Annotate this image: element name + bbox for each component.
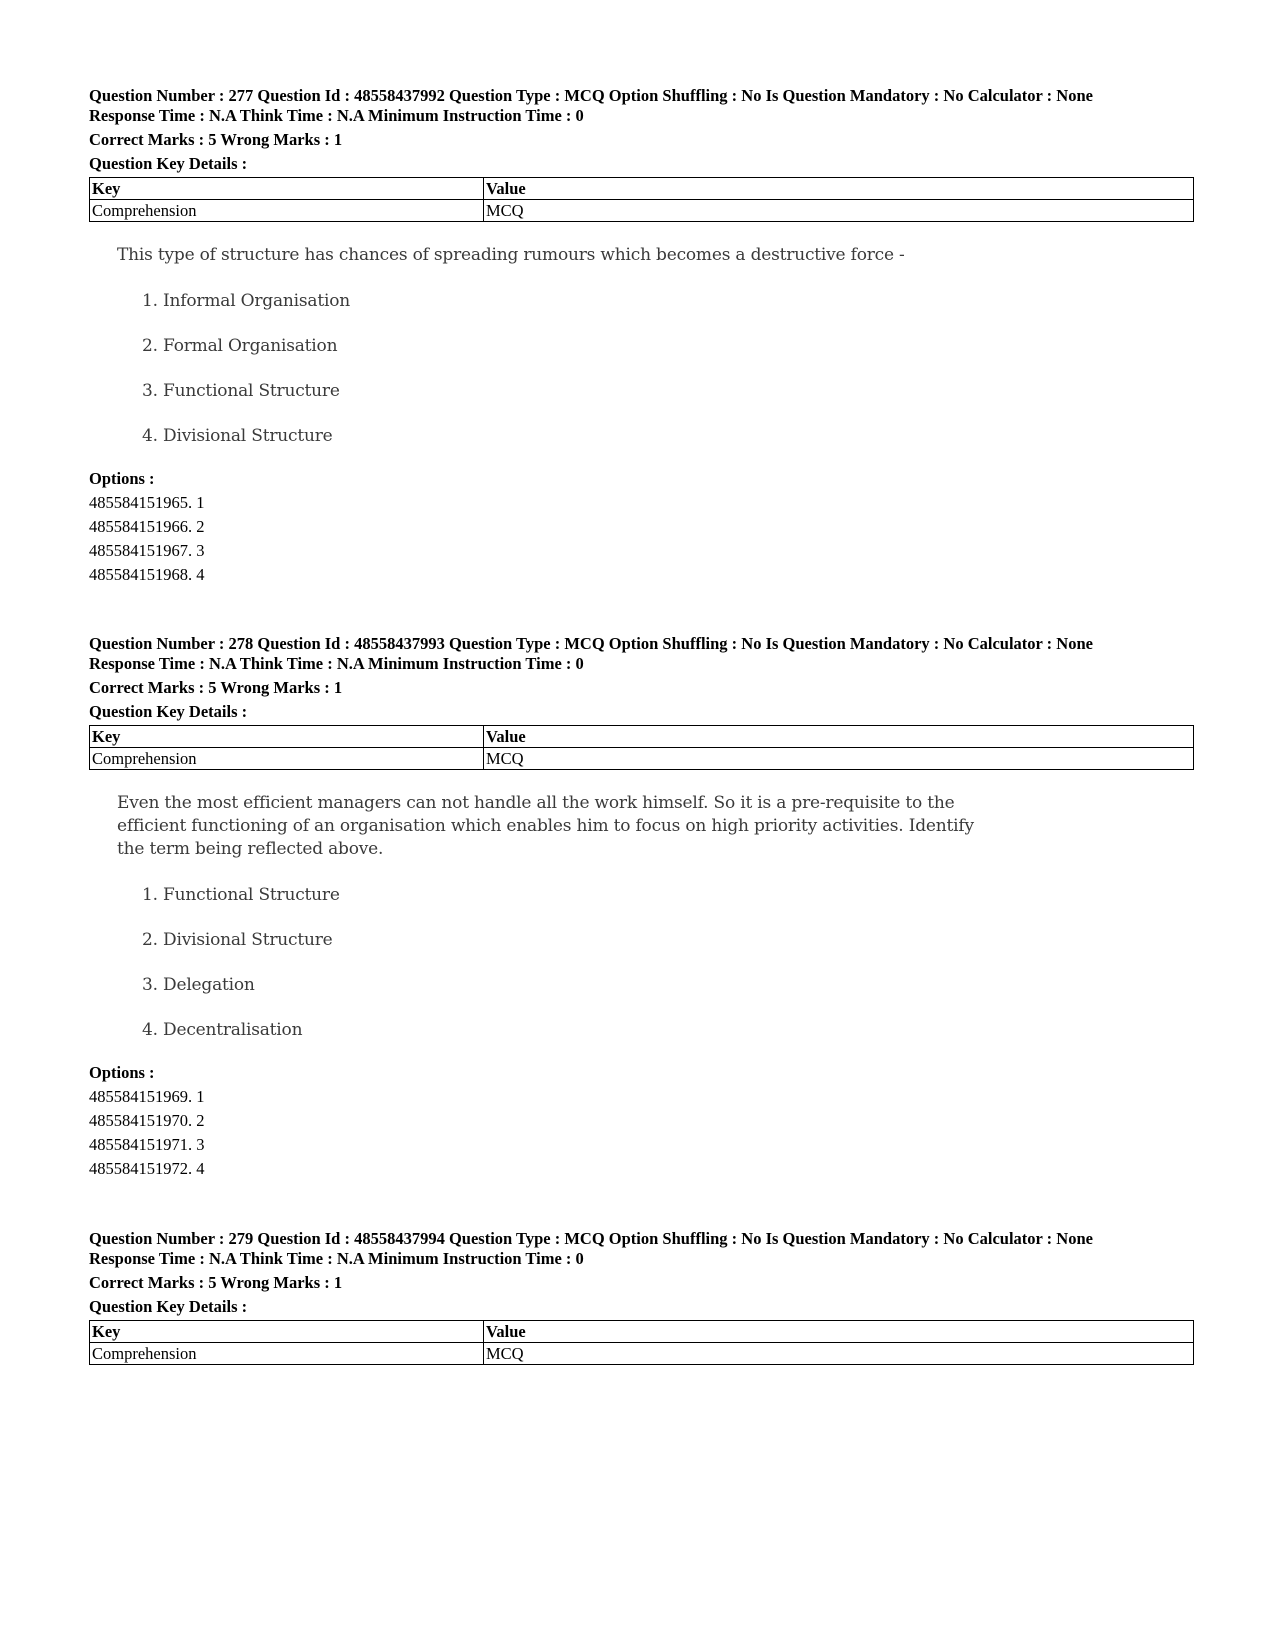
table-header-row [90, 178, 1194, 200]
choice-item: 3. Delegation [142, 975, 255, 995]
choice-item: 2. Divisional Structure [142, 930, 333, 950]
key-details-label: Question Key Details : [89, 702, 248, 721]
question-text: Even the most efficient managers can not handle all the work himself. So it is a pre-requisite to the efficient functioning of an organisation which enables him to focus on high priority activities. Identify the term being reflected above. [117, 793, 974, 859]
question-meta-line2: Response Time : N.A Think Time : N.A Minimum Instruction Time : 0 [89, 105, 584, 125]
question-meta [89, 1229, 1194, 1268]
option-item: 485584151971. 3 [89, 1135, 205, 1154]
table-row [90, 1343, 1194, 1365]
choice-item: 2. Formal Organisation [142, 336, 338, 356]
option-item: 485584151967. 3 [89, 541, 205, 560]
key-details-label: Question Key Details : [89, 1297, 248, 1316]
value-cell: MCQ [484, 748, 1194, 770]
question-text: This type of structure has chances of spreading rumours which becomes a destructive force - [117, 245, 905, 265]
question-choices [142, 873, 1194, 1053]
question-meta-line1: Question Number : 278 Question Id : 48558437993 Question Type : MCQ Option Shuffling : No Is Question Mandatory : No Calculator : None [89, 634, 1093, 653]
question-meta-line1: Question Number : 279 Question Id : 48558437994 Question Type : MCQ Option Shuffling : No Is Question Mandatory : No Calculator : None [89, 1229, 1093, 1248]
option-item: 485584151970. 2 [89, 1111, 205, 1130]
choice-item: 4. Divisional Structure [142, 426, 333, 446]
options-label: Options : [89, 1063, 155, 1082]
question-meta-line1: Question Number : 277 Question Id : 48558437992 Question Type : MCQ Option Shuffling : No Is Question Mandatory : No Calculator : None [89, 86, 1093, 105]
option-item: 485584151965. 1 [89, 493, 205, 512]
question-marks: Correct Marks : 5 Wrong Marks : 1 [89, 130, 343, 149]
value-header: Value [484, 178, 1194, 200]
value-header: Value [484, 1321, 1194, 1343]
question-meta [89, 634, 1194, 673]
table-row [90, 200, 1194, 222]
question-marks: Correct Marks : 5 Wrong Marks : 1 [89, 678, 343, 697]
choice-item: 3. Functional Structure [142, 381, 340, 401]
table-header-row [90, 726, 1194, 748]
choice-item: 4. Decentralisation [142, 1020, 303, 1040]
question-block-277 [89, 86, 1194, 587]
value-header: Value [484, 726, 1194, 748]
key-details-table [89, 177, 1194, 222]
option-item: 485584151969. 1 [89, 1087, 205, 1106]
option-item: 485584151972. 4 [89, 1159, 205, 1178]
table-row [90, 748, 1194, 770]
choice-item: 1. Informal Organisation [142, 291, 351, 311]
question-meta-line2: Response Time : N.A Think Time : N.A Minimum Instruction Time : 0 [89, 653, 584, 673]
key-cell: Comprehension [90, 748, 484, 770]
option-item: 485584151966. 2 [89, 517, 205, 536]
question-meta-line2: Response Time : N.A Think Time : N.A Minimum Instruction Time : 0 [89, 1248, 584, 1268]
value-cell: MCQ [484, 200, 1194, 222]
question-image [117, 244, 1194, 459]
key-cell: Comprehension [90, 200, 484, 222]
question-meta [89, 86, 1194, 125]
table-header-row [90, 1321, 1194, 1343]
key-details-label: Question Key Details : [89, 154, 248, 173]
key-details-table [89, 725, 1194, 770]
question-marks: Correct Marks : 5 Wrong Marks : 1 [89, 1273, 343, 1292]
value-cell: MCQ [484, 1343, 1194, 1365]
question-image [117, 792, 1194, 1053]
key-header: Key [90, 178, 484, 200]
key-header: Key [90, 1321, 484, 1343]
options-label: Options : [89, 469, 155, 488]
question-choices [142, 279, 1194, 459]
choice-item: 1. Functional Structure [142, 885, 340, 905]
key-cell: Comprehension [90, 1343, 484, 1365]
key-details-table [89, 1320, 1194, 1365]
question-block-278 [89, 634, 1194, 1181]
question-block-279 [89, 1229, 1194, 1365]
option-item: 485584151968. 4 [89, 565, 205, 584]
key-header: Key [90, 726, 484, 748]
